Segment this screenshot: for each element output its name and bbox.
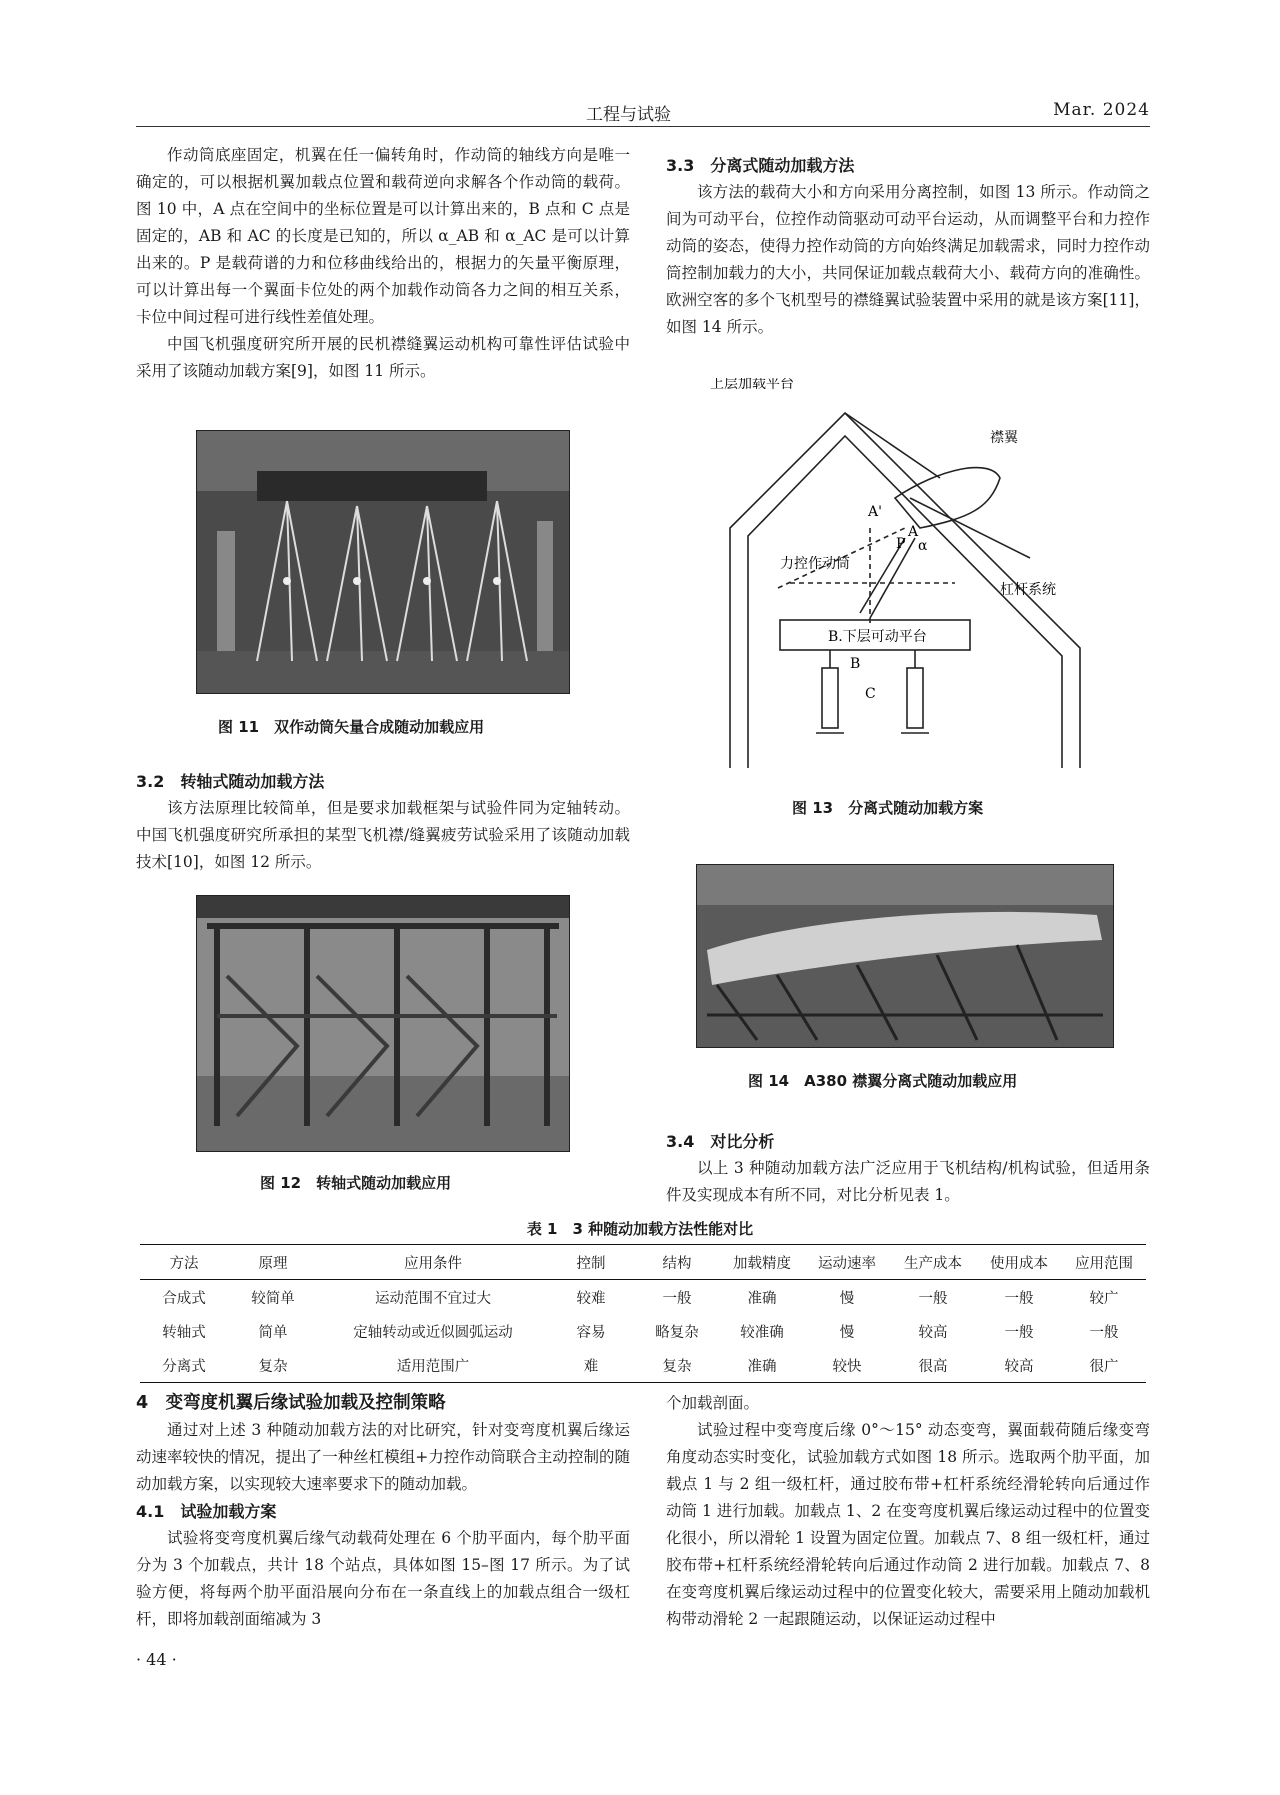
table-cell: 较广: [1089, 1290, 1119, 1307]
figure-13-diagram: [700, 378, 1120, 768]
table-cell: 一般: [1004, 1290, 1034, 1307]
table-cell: 很高: [890, 1348, 976, 1383]
section-3-2-title: 3.2 转轴式随动加载方法: [136, 772, 325, 791]
table-header-cell: 运动速率: [804, 1245, 890, 1280]
left-column-section-3-2: [136, 768, 630, 876]
table-cell: 较高: [976, 1348, 1062, 1383]
table-cell: 一般: [918, 1290, 948, 1307]
label-lever-system: 杠杆系统: [1000, 582, 1056, 598]
table-header-cell: 控制: [548, 1245, 634, 1280]
figure-11-caption: 图 11 双作动筒矢量合成随动加载应用: [218, 718, 485, 736]
paragraph-vector-synthesis: 作动筒底座固定，机翼在任一偏转角时，作动筒的轴线方向是唯一确定的，可以根据机翼加载点位置和载荷逆向求解各个作动筒的载荷。图 10 中，A 点在空间中的坐标位置是可以计算出来的，B 点和 C 点是固定的，AB 和 AC 的长度是已知的，所以 α_AB 和 α_AC 是可以计算出来的。P 是载荷谱的力和位移曲线给出的，根据力的矢量平衡原理，可以计算出每一个翼面卡位处的两个加载作动筒各力之间的相互关系，卡位中间过程可进行线性差值处理。: [136, 146, 630, 326]
table-header-cell: 使用成本: [976, 1245, 1062, 1280]
table-header-cell: 结构: [634, 1245, 720, 1280]
paragraph-separated-method: 该方法的载荷大小和方向采用分离控制，如图 13 所示。作动筒之间为可动平台，位控作动筒驱动可动平台运动，从而调整平台和力控作动筒的姿态，使得力控作动筒的方向始终满足加载需求，同时力控作动筒控制加载力的大小，共同保证加载点载荷大小、载荷方向的准确性。欧洲空客的多个飞机型号的襟缝翼试验装置中采用的就是该方案[11]，如图 14 所示。: [666, 183, 1150, 336]
table-header-cell: 方法: [140, 1245, 228, 1280]
table-header-cell: 应用条件: [318, 1245, 548, 1280]
table-row: [140, 1348, 1146, 1383]
label-b: B: [850, 656, 861, 672]
right-column-section-3-3: [666, 152, 1150, 341]
figure-14-photo: [696, 864, 1114, 1048]
label-a: A: [908, 524, 919, 540]
table-cell: 难: [548, 1348, 634, 1383]
figure-12-photo: [196, 895, 570, 1152]
label-p: P: [896, 536, 906, 552]
section-3-4-title: 3.4 对比分析: [666, 1132, 775, 1151]
table-cell: 较快: [804, 1348, 890, 1383]
paragraph-loading-scheme: 试验将变弯度机翼后缘气动载荷处理在 6 个肋平面内，每个肋平面分为 3 个加载点，共计 18 个站点，具体如图 15–图 17 所示。为了试验方便，将每两个肋平面沿展向分布在一条直线上的加载点组合一级杠杆，即将加载剖面缩减为 3: [136, 1529, 630, 1628]
table-cell: 较难: [576, 1290, 606, 1307]
figure-13-caption: 图 13 分离式随动加载方案: [792, 799, 984, 817]
section-4-1-title: 4.1 试验加载方案: [136, 1502, 277, 1521]
table-cell: 容易: [576, 1324, 606, 1341]
table-cell: 复杂: [228, 1348, 318, 1383]
table-cell: 合成式: [162, 1290, 206, 1307]
header-rule: [136, 126, 1150, 127]
table-cell: 简单: [258, 1324, 288, 1341]
label-a-prime: A': [868, 504, 882, 520]
header-journal: 工程与试验: [586, 105, 671, 125]
figure-14-caption: 图 14 A380 襟翼分离式随动加载应用: [748, 1072, 1018, 1090]
table-1-title: 表 1 3 种随动加载方法性能对比: [526, 1220, 754, 1238]
right-column-section-4: [666, 1390, 1150, 1633]
page-number: · 44 ·: [136, 1650, 177, 1669]
table-header-row: [140, 1245, 1146, 1280]
table-cell: 很广: [1062, 1348, 1146, 1383]
header-date: Mar. 2024: [1053, 100, 1150, 120]
table-cell: 较简单: [251, 1290, 295, 1307]
table-cell: 一般: [1089, 1324, 1119, 1341]
table-cell: 定轴转动或近似圆弧运动: [353, 1324, 513, 1341]
table-cell: 转轴式: [162, 1324, 206, 1341]
label-flap: 襟翼: [990, 430, 1018, 446]
table-cell: 分离式: [140, 1348, 228, 1383]
figure-11-photo: [196, 430, 570, 694]
table-cell: 慢: [839, 1290, 855, 1307]
table-1: [140, 1244, 1146, 1383]
paragraph-fig11-intro: 中国飞机强度研究所开展的民机襟缝翼运动机构可靠性评估试验中采用了该随动加载方案[9]，如图 11 所示。: [136, 335, 630, 380]
label-c: C: [865, 686, 876, 702]
section-3-3-title: 3.3 分离式随动加载方法: [666, 156, 855, 175]
section-4-title: 4 变弯度机翼后缘试验加载及控制策略: [136, 1393, 446, 1413]
label-upper-platform: 上层加载平台: [710, 378, 794, 392]
paragraph-rotary-method: 该方法原理比较简单，但是要求加载框架与试验件同为定轴转动。中国飞机强度研究所承担的某型飞机襟/缝翼疲劳试验采用了该随动加载技术[10]，如图 12 所示。: [136, 799, 630, 871]
label-lower-platform: B.下层可动平台: [828, 629, 927, 645]
table-cell: 较高: [918, 1324, 948, 1341]
table-cell: 一般: [662, 1290, 692, 1307]
table-cell: 适用范围广: [318, 1348, 548, 1383]
label-force-actuator: 力控作动筒: [780, 556, 850, 572]
label-alpha: α: [918, 538, 928, 554]
left-column-top: [136, 142, 630, 385]
table-row: [140, 1314, 1146, 1348]
table-cell: 略复杂: [655, 1324, 699, 1341]
table-cell: 较准确: [740, 1324, 784, 1341]
table-cell: 慢: [839, 1324, 855, 1341]
table-row: [140, 1280, 1146, 1315]
table-header-cell: 原理: [228, 1245, 318, 1280]
table-cell: 准确: [720, 1348, 804, 1383]
figure-12-caption: 图 12 转轴式随动加载应用: [260, 1174, 452, 1192]
table-cell: 准确: [747, 1290, 777, 1307]
table-cell: 运动范围不宜过大: [375, 1290, 491, 1307]
table-cell: 一般: [1004, 1324, 1034, 1341]
paragraph-section-4-intro: 通过对上述 3 种随动加载方法的对比研究，针对变弯度机翼后缘运动速率较快的情况，提出了一种丝杠模组+力控作动筒联合主动控制的随动加载方案，以实现较大速率要求下的随动加载。: [136, 1421, 630, 1493]
table-header-cell: 生产成本: [890, 1245, 976, 1280]
left-column-section-4: [136, 1390, 630, 1633]
table-header-cell: 应用范围: [1062, 1245, 1146, 1280]
table-header-cell: 加载精度: [720, 1245, 804, 1280]
right-column-section-3-4: [666, 1128, 1150, 1209]
table-cell: 复杂: [634, 1348, 720, 1383]
paragraph-comparison: 以上 3 种随动加载方法广泛应用于飞机结构/机构试验，但适用条件及实现成本有所不同，对比分析见表 1。: [666, 1159, 1150, 1204]
paragraph-test-process: 试验过程中变弯度后缘 0°～15° 动态变弯，翼面载荷随后缘变弯角度动态实时变化，试验加载方式如图 18 所示。选取两个肋平面，加载点 1 与 2 组一级杠杆，通过胶布带+杠杆系统经滑轮转向后通过作动筒 1 进行加载。加载点 1、2 在变弯度机翼后缘运动过程中的位置变化很小，所以滑轮 1 设置为固定位置。加载点 7、8 组一级杠杆，通过胶布带+杠杆系统经滑轮转向后通过作动筒 2 进行加载。加载点 7、8 在变弯度机翼后缘运动过程中的位置变化较大，需要采用上随动加载机构带动滑轮 2 一起跟随运动，以保证运动过程中: [666, 1421, 1150, 1628]
paragraph-continued: 个加载剖面。: [666, 1394, 760, 1412]
